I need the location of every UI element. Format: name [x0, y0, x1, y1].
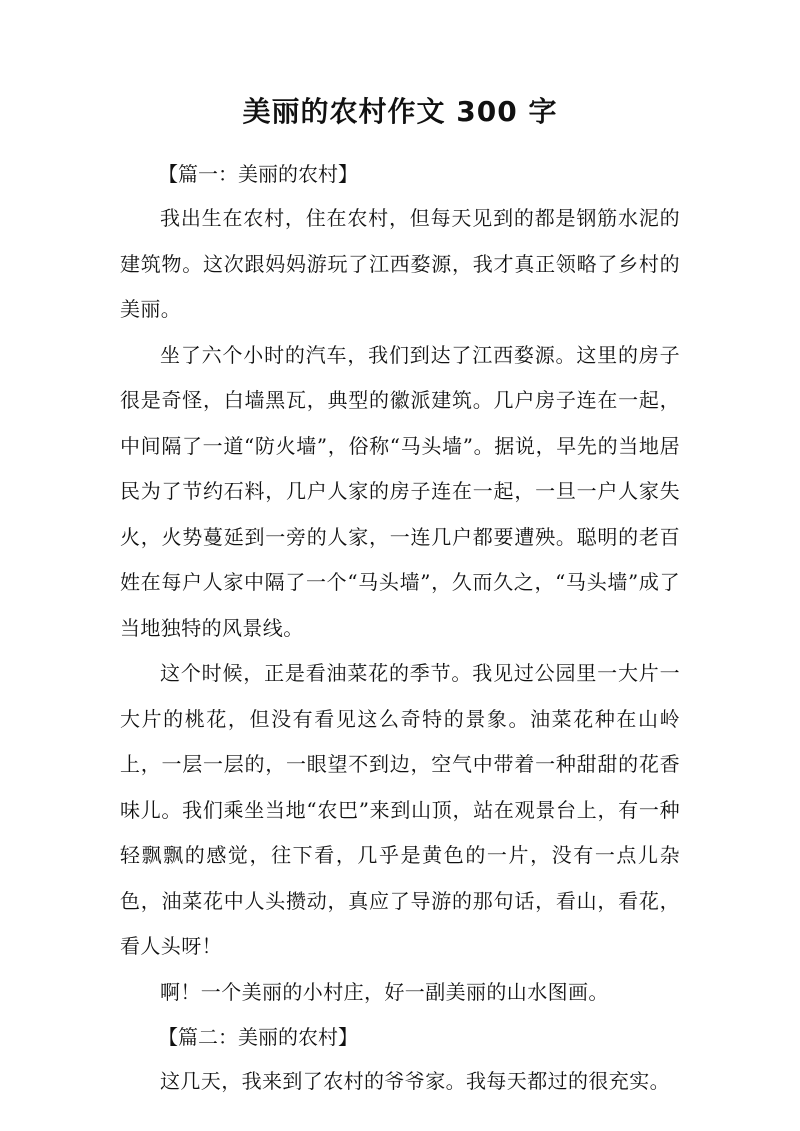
section-1-heading: 【篇一：美丽的农村】 [158, 162, 358, 186]
paragraph: 这几天，我来到了农村的爷爷家。我每天都过的很充实。 [160, 1069, 670, 1093]
paragraph: 啊！一个美丽的小村庄，好一副美丽的山水图画。 [160, 979, 609, 1004]
document-title: 美丽的农村作文 300 字 [242, 95, 558, 128]
paragraph: 我出生在农村，住在农村，但每天见到的都是钢筋水泥的建筑物。这次跟妈妈游玩了江西婺源，我才真正领略了乡村的美丽。 [120, 206, 680, 321]
section-1 [120, 152, 680, 1015]
section-2-heading: 【篇二：美丽的农村】 [158, 1025, 358, 1049]
paragraph: 这个时候，正是看油菜花的季节。我见过公园里一大片一大片的桃花，但没有看见这么奇特的景象。油菜花种在山岭上，一层一层的，一眼望不到边，空气中带着一种甜甜的花香味儿。我们乘坐当地“农巴”来到山顶，站在观景台上，有一种轻飘飘的感觉，往下看，几乎是黄色的一片，没有一点儿杂色，油菜花中人头攒动，真应了导游的那句话，看山，看花，看人头呀！ [120, 661, 680, 958]
paragraph: 坐了六个小时的汽车，我们到达了江西婺源。这里的房子很是奇怪，白墙黑瓦，典型的徽派建筑。几户房子连在一起，中间隔了一道“防火墙”，俗称“马头墙”。据说，早先的当地居民为了节约石料，几户人家的房子连在一起，一旦一户人家失火，火势蔓延到一旁的人家，一连几户都要遭殃。聪明的老百姓在每户人家中隔了一个“马头墙”，久而久之，“马头墙”成了当地独特的风景线。 [120, 342, 680, 640]
section-2 [120, 1015, 680, 1105]
